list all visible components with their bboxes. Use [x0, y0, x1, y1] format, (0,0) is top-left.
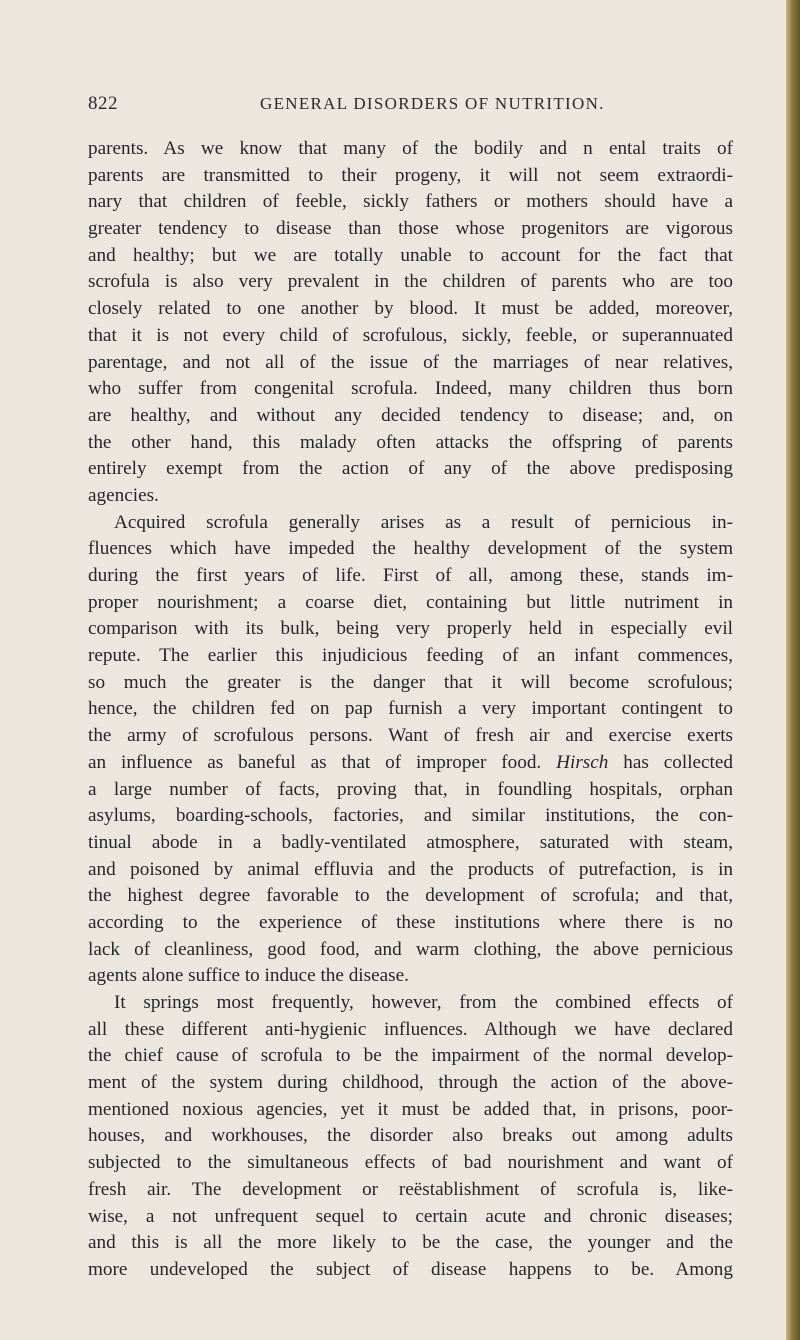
text-line: houses, and workhouses, the disorder also breaks out among adults — [88, 1125, 733, 1147]
text-line: agencies. — [88, 484, 159, 506]
text-line: and healthy; but we are totally unable to account for the fact that — [88, 244, 733, 266]
text-line — [88, 750, 733, 777]
text-line: more undeveloped the subject of disease happens to be. Among — [88, 1258, 733, 1280]
text-line: and poisoned by animal effluvia and the products of putrefaction, is in — [88, 858, 733, 880]
text-line: proper nourishment; a coarse diet, containing but little nutriment in — [88, 591, 733, 613]
text-line: closely related to one another by blood. It must be added, moreover, — [88, 298, 733, 320]
paragraph-start: It springs most frequently, however, from the combined effects of — [114, 992, 733, 1013]
page-header — [88, 93, 748, 121]
text-line: entirely exempt from the action of any of the above predisposing — [88, 458, 733, 480]
text-line: hence, the children fed on pap furnish a very important contingent to — [88, 698, 733, 720]
text-line: fresh air. The development or reëstablishment of scrofula is, like- — [88, 1178, 733, 1200]
text-line: that it is not every child of scrofulous, sickly, feeble, or superannuated — [88, 324, 733, 346]
text-line: subjected to the simultaneous effects of bad nourishment and want of — [88, 1152, 733, 1174]
author-name-italic: Hirsch — [556, 751, 609, 773]
binding-edge — [786, 0, 800, 1340]
text-line: repute. The earlier this injudicious feeding of an infant commences, — [88, 645, 733, 667]
paragraph-start: Acquired scrofula generally arises as a result of pernicious in- — [114, 511, 733, 533]
text-line: asylums, boarding-schools, factories, and similar institutions, the con- — [88, 805, 733, 827]
text-line: comparison with its bulk, being very properly held in especially evil — [88, 618, 733, 640]
text-line: and this is all the more likely to be the case, the younger and the — [88, 1232, 733, 1254]
text-line: greater tendency to disease than those whose progenitors are vigorous — [88, 218, 733, 240]
text-line: fluences which have impeded the healthy development of the system — [88, 538, 733, 560]
text-line: tinual abode in a badly-ventilated atmosphere, saturated with steam, — [88, 831, 733, 853]
text-line: parentage, and not all of the issue of the marriages of near relatives, — [88, 351, 733, 373]
text-line: the highest degree favorable to the development of scrofula; and that, — [88, 885, 733, 907]
text-line: a large number of facts, proving that, in foundling hospitals, orphan — [88, 778, 733, 800]
text-line: according to the experience of these institutions where there is no — [88, 911, 733, 933]
text-line: ment of the system during childhood, through the action of the above- — [88, 1072, 733, 1094]
text-line: who suffer from congenital scrofula. Indeed, many children thus born — [88, 378, 733, 400]
text-segment: an influence as baneful as that of improper food. — [88, 751, 542, 773]
text-line: wise, a not unfrequent sequel to certain acute and chronic diseases; — [88, 1205, 733, 1227]
text-line: scrofula is also very prevalent in the children of parents who are too — [88, 271, 733, 293]
text-line: agents alone suffice to induce the disease. — [88, 965, 409, 987]
text-line: parents. As we know that many of the bodily and n ental traits of — [88, 138, 733, 159]
text-line: are healthy, and without any decided tendency to disease; and, on — [88, 404, 733, 426]
text-line: all these different anti-hygienic influences. Although we have declared — [88, 1018, 733, 1040]
text-line: nary that children of feeble, sickly fathers or mothers should have a — [88, 191, 733, 213]
text-line: mentioned noxious agencies, yet it must be added that, in prisons, poor- — [88, 1098, 733, 1120]
body-text — [88, 136, 733, 1284]
page-number: 822 — [88, 93, 118, 114]
text-line: so much the greater is the danger that it will become scrofulous; — [88, 671, 733, 693]
running-title: GENERAL DISORDERS OF NUTRITION. — [260, 94, 605, 113]
text-line: during the first years of life. First of all, among these, stands im- — [88, 565, 733, 586]
text-line: parents are transmitted to their progeny, it will not seem extraordi- — [88, 164, 733, 186]
text-line: the army of scrofulous persons. Want of fresh air and exercise exerts — [88, 725, 733, 747]
text-line: the other hand, this malady often attacks the offspring of parents — [88, 431, 733, 453]
text-line: the chief cause of scrofula to be the impairment of the normal develop- — [88, 1045, 733, 1067]
text-line: lack of cleanliness, good food, and warm clothing, the above pernicious — [88, 938, 733, 960]
text-segment: has collected — [623, 751, 734, 773]
